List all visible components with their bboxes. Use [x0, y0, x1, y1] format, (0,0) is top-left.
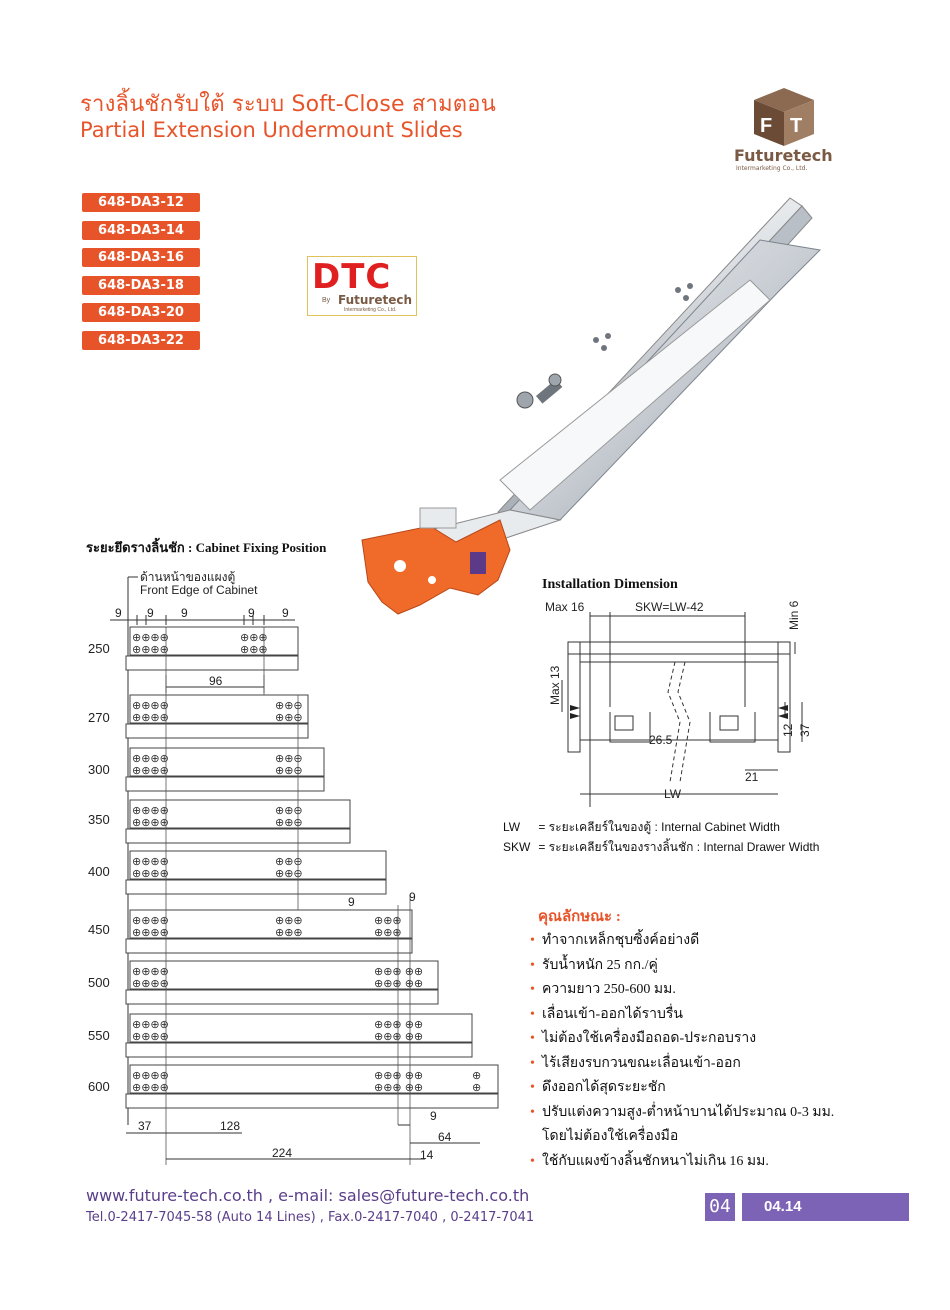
svg-text:F: F: [760, 115, 773, 137]
dim-label-64: 64: [438, 1130, 452, 1144]
model-badge: 648-DA3-20: [82, 303, 200, 322]
dim-label-224: 224: [272, 1146, 293, 1160]
definition-skw: [503, 838, 819, 858]
definition-lw: [503, 818, 819, 838]
futuretech-logo-icon: [748, 86, 820, 148]
bullet-icon: •: [530, 1153, 535, 1169]
length-label: 550: [88, 1028, 110, 1043]
svg-text:⊕⊕⊕: ⊕⊕⊕: [275, 700, 303, 712]
svg-text:⊕⊕⊕⊕: ⊕⊕⊕⊕: [132, 927, 169, 939]
bullet-icon: •: [530, 1104, 535, 1120]
definitions: [503, 818, 819, 858]
definition-key: SKW: [503, 840, 531, 854]
svg-text:⊕⊕⊕ ⊕⊕: ⊕⊕⊕ ⊕⊕: [374, 1082, 424, 1094]
dim-label-37: 37: [138, 1119, 152, 1133]
feature-item: • ไร้เสียงรบกวนขณะเลื่อนเข้า-ออก: [530, 1053, 834, 1078]
feature-item: • ความยาว 250-600 มม.: [530, 979, 834, 1004]
dim-label-96: 96: [209, 674, 223, 688]
dtc-logo-sub: Intermarketing Co., Ltd.: [344, 307, 397, 313]
svg-text:⊕⊕⊕⊕: ⊕⊕⊕⊕: [132, 1082, 169, 1094]
svg-text:⊕⊕⊕ ⊕⊕: ⊕⊕⊕ ⊕⊕: [374, 978, 424, 990]
dim-label-9-left: 9: [348, 895, 355, 909]
bullet-icon: •: [530, 957, 535, 973]
length-label: 500: [88, 975, 110, 990]
definition-text: = ระยะเคลียร์ในของรางลิ้นชัก : Internal Drawer Width: [538, 840, 820, 854]
feature-item: • ใช้กับแผงข้างลิ้นชักหนาไม่เกิน 16 มม.: [530, 1151, 834, 1176]
svg-text:⊕: ⊕: [472, 1082, 482, 1094]
bullet-icon: •: [530, 982, 535, 997]
dim-label-21: 21: [745, 770, 759, 784]
installation-title: Installation Dimension: [542, 577, 678, 592]
svg-text:⊕⊕⊕⊕: ⊕⊕⊕⊕: [132, 966, 169, 978]
dim-label-9-bottom: 9: [430, 1109, 437, 1123]
svg-text:T: T: [790, 115, 803, 137]
length-label: 300: [88, 762, 110, 777]
dim-label-min6: Min 6: [787, 600, 801, 630]
dim-label-max13: Max 13: [548, 665, 562, 705]
svg-text:⊕⊕⊕ ⊕⊕: ⊕⊕⊕ ⊕⊕: [374, 1019, 424, 1031]
svg-text:⊕⊕⊕: ⊕⊕⊕: [374, 927, 402, 939]
slide-product-image: [360, 190, 840, 630]
dim-label-37-install: 37: [798, 723, 812, 737]
feature-item: • ไม่ต้องใช้เครื่องมือถอด-ประกอบราง: [530, 1028, 834, 1053]
length-label: 450: [88, 922, 110, 937]
bullet-icon: •: [530, 1031, 535, 1046]
definition-text: = ระยะเคลียร์ในของตู้ : Internal Cabinet Width: [538, 820, 780, 834]
model-badge: 648-DA3-14: [82, 221, 200, 240]
svg-text:⊕⊕⊕⊕: ⊕⊕⊕⊕: [132, 632, 169, 644]
length-label: 270: [88, 710, 110, 725]
dim-label-9-right: 9: [409, 890, 416, 904]
front-edge-label-english: Front Edge of Cabinet: [140, 583, 258, 597]
dim-label-top: 9: [248, 606, 255, 620]
page-title-english: Partial Extension Undermount Slides: [80, 118, 463, 142]
page-title-thai: รางลิ้นชักรับใต้ ระบบ Soft-Close สามตอน: [80, 92, 496, 117]
svg-text:⊕⊕⊕⊕: ⊕⊕⊕⊕: [132, 915, 169, 927]
dim-label-14: 14: [420, 1148, 434, 1162]
dim-label-max16: Max 16: [545, 600, 585, 614]
svg-text:⊕⊕⊕⊕: ⊕⊕⊕⊕: [132, 1031, 169, 1043]
model-badge: 648-DA3-18: [82, 276, 200, 295]
features-title: คุณลักษณะ :: [538, 909, 621, 925]
definition-key: LW: [503, 820, 521, 834]
page-number: 04: [705, 1193, 735, 1221]
svg-text:⊕⊕⊕⊕: ⊕⊕⊕⊕: [132, 765, 169, 777]
dtc-logo-text: DTC: [312, 257, 392, 297]
footer-contact: Tel.0-2417-7045-58 (Auto 14 Lines) , Fax.0-2417-7040 , 0-2417-7041: [86, 1210, 535, 1225]
front-edge-label-thai: ด้านหน้าของแผงตู้: [140, 570, 236, 584]
svg-text:⊕⊕⊕: ⊕⊕⊕: [275, 805, 303, 817]
bullet-icon: •: [530, 1055, 535, 1071]
feature-item: • ทำจากเหล็กชุบซิ้งค์อย่างดี: [530, 930, 834, 955]
bullet-icon: •: [530, 1080, 535, 1095]
svg-text:⊕⊕⊕: ⊕⊕⊕: [275, 712, 303, 724]
svg-text:⊕⊕⊕⊕: ⊕⊕⊕⊕: [132, 644, 169, 656]
model-badge: 648-DA3-16: [82, 248, 200, 267]
svg-text:⊕⊕⊕: ⊕⊕⊕: [275, 856, 303, 868]
svg-text:⊕⊕⊕: ⊕⊕⊕: [275, 868, 303, 880]
dim-label-lw: LW: [664, 787, 682, 801]
cabinet-fixing-diagram: [80, 565, 520, 1175]
svg-text:⊕: ⊕: [472, 1070, 482, 1082]
brand-subtitle: Intermarketing Co., Ltd.: [736, 165, 808, 172]
svg-text:⊕⊕⊕⊕: ⊕⊕⊕⊕: [132, 856, 169, 868]
svg-text:⊕⊕⊕⊕: ⊕⊕⊕⊕: [132, 753, 169, 765]
model-badge: 648-DA3-22: [82, 331, 200, 350]
length-label: 400: [88, 864, 110, 879]
svg-text:⊕⊕⊕⊕: ⊕⊕⊕⊕: [132, 805, 169, 817]
features-list: [530, 930, 834, 1175]
dim-label-top: 9: [181, 606, 188, 620]
dim-label-12: 12: [781, 723, 795, 737]
svg-text:⊕⊕⊕⊕: ⊕⊕⊕⊕: [132, 712, 169, 724]
svg-text:⊕⊕⊕: ⊕⊕⊕: [240, 632, 268, 644]
footer-website: www.future-tech.co.th , e-mail: sales@future-tech.co.th: [86, 1186, 530, 1205]
svg-text:⊕⊕⊕: ⊕⊕⊕: [275, 915, 303, 927]
dim-label-skw: SKW=LW-42: [635, 600, 704, 614]
svg-text:⊕⊕⊕⊕: ⊕⊕⊕⊕: [132, 700, 169, 712]
svg-text:⊕⊕⊕⊕: ⊕⊕⊕⊕: [132, 1019, 169, 1031]
dtc-logo-by: By: [322, 297, 331, 304]
feature-item: • รับน้ำหนัก 25 กก./คู่: [530, 955, 834, 980]
svg-text:⊕⊕⊕: ⊕⊕⊕: [240, 644, 268, 656]
svg-text:⊕⊕⊕: ⊕⊕⊕: [275, 765, 303, 777]
dim-label-top: 9: [282, 606, 289, 620]
svg-text:⊕⊕⊕⊕: ⊕⊕⊕⊕: [132, 1070, 169, 1082]
feature-item: • เลื่อนเข้า-ออกได้ราบรื่น: [530, 1004, 834, 1029]
model-badge: 648-DA3-12: [82, 193, 200, 212]
svg-text:⊕⊕⊕: ⊕⊕⊕: [275, 753, 303, 765]
feature-item: • ปรับแต่งความสูง-ต่ำหน้าบานได้ประมาณ 0-3 มม.: [530, 1102, 834, 1127]
svg-text:⊕⊕⊕: ⊕⊕⊕: [275, 927, 303, 939]
length-label: 250: [88, 641, 110, 656]
brand-name: Futuretech: [734, 146, 833, 165]
bullet-icon: •: [530, 933, 535, 948]
section-number: 04.14: [742, 1193, 909, 1221]
svg-text:⊕⊕⊕⊕: ⊕⊕⊕⊕: [132, 817, 169, 829]
dim-label-top: 9: [115, 606, 122, 620]
svg-text:⊕⊕⊕ ⊕⊕: ⊕⊕⊕ ⊕⊕: [374, 1070, 424, 1082]
svg-text:⊕⊕⊕⊕: ⊕⊕⊕⊕: [132, 868, 169, 880]
cabinet-fixing-title: ระยะยึดรางลิ้นชัก : Cabinet Fixing Position: [86, 540, 327, 555]
length-label: 600: [88, 1079, 110, 1094]
dim-label-128: 128: [220, 1119, 241, 1133]
svg-text:⊕⊕⊕⊕: ⊕⊕⊕⊕: [132, 978, 169, 990]
bullet-icon: •: [530, 1006, 535, 1022]
dtc-logo-brand: Futuretech: [338, 293, 413, 307]
svg-text:⊕⊕⊕: ⊕⊕⊕: [275, 817, 303, 829]
model-list: [82, 193, 200, 358]
dim-label-26-5: 26.5: [649, 733, 673, 747]
dim-label-top: 9: [147, 606, 154, 620]
svg-text:⊕⊕⊕ ⊕⊕: ⊕⊕⊕ ⊕⊕: [374, 966, 424, 978]
svg-text:⊕⊕⊕ ⊕⊕: ⊕⊕⊕ ⊕⊕: [374, 1031, 424, 1043]
length-label: 350: [88, 812, 110, 827]
feature-item-continued: โดยไม่ต้องใช้เครื่องมือ: [542, 1129, 679, 1144]
svg-text:⊕⊕⊕: ⊕⊕⊕: [374, 915, 402, 927]
feature-item: • ดึงออกได้สุดระยะชัก: [530, 1077, 834, 1102]
